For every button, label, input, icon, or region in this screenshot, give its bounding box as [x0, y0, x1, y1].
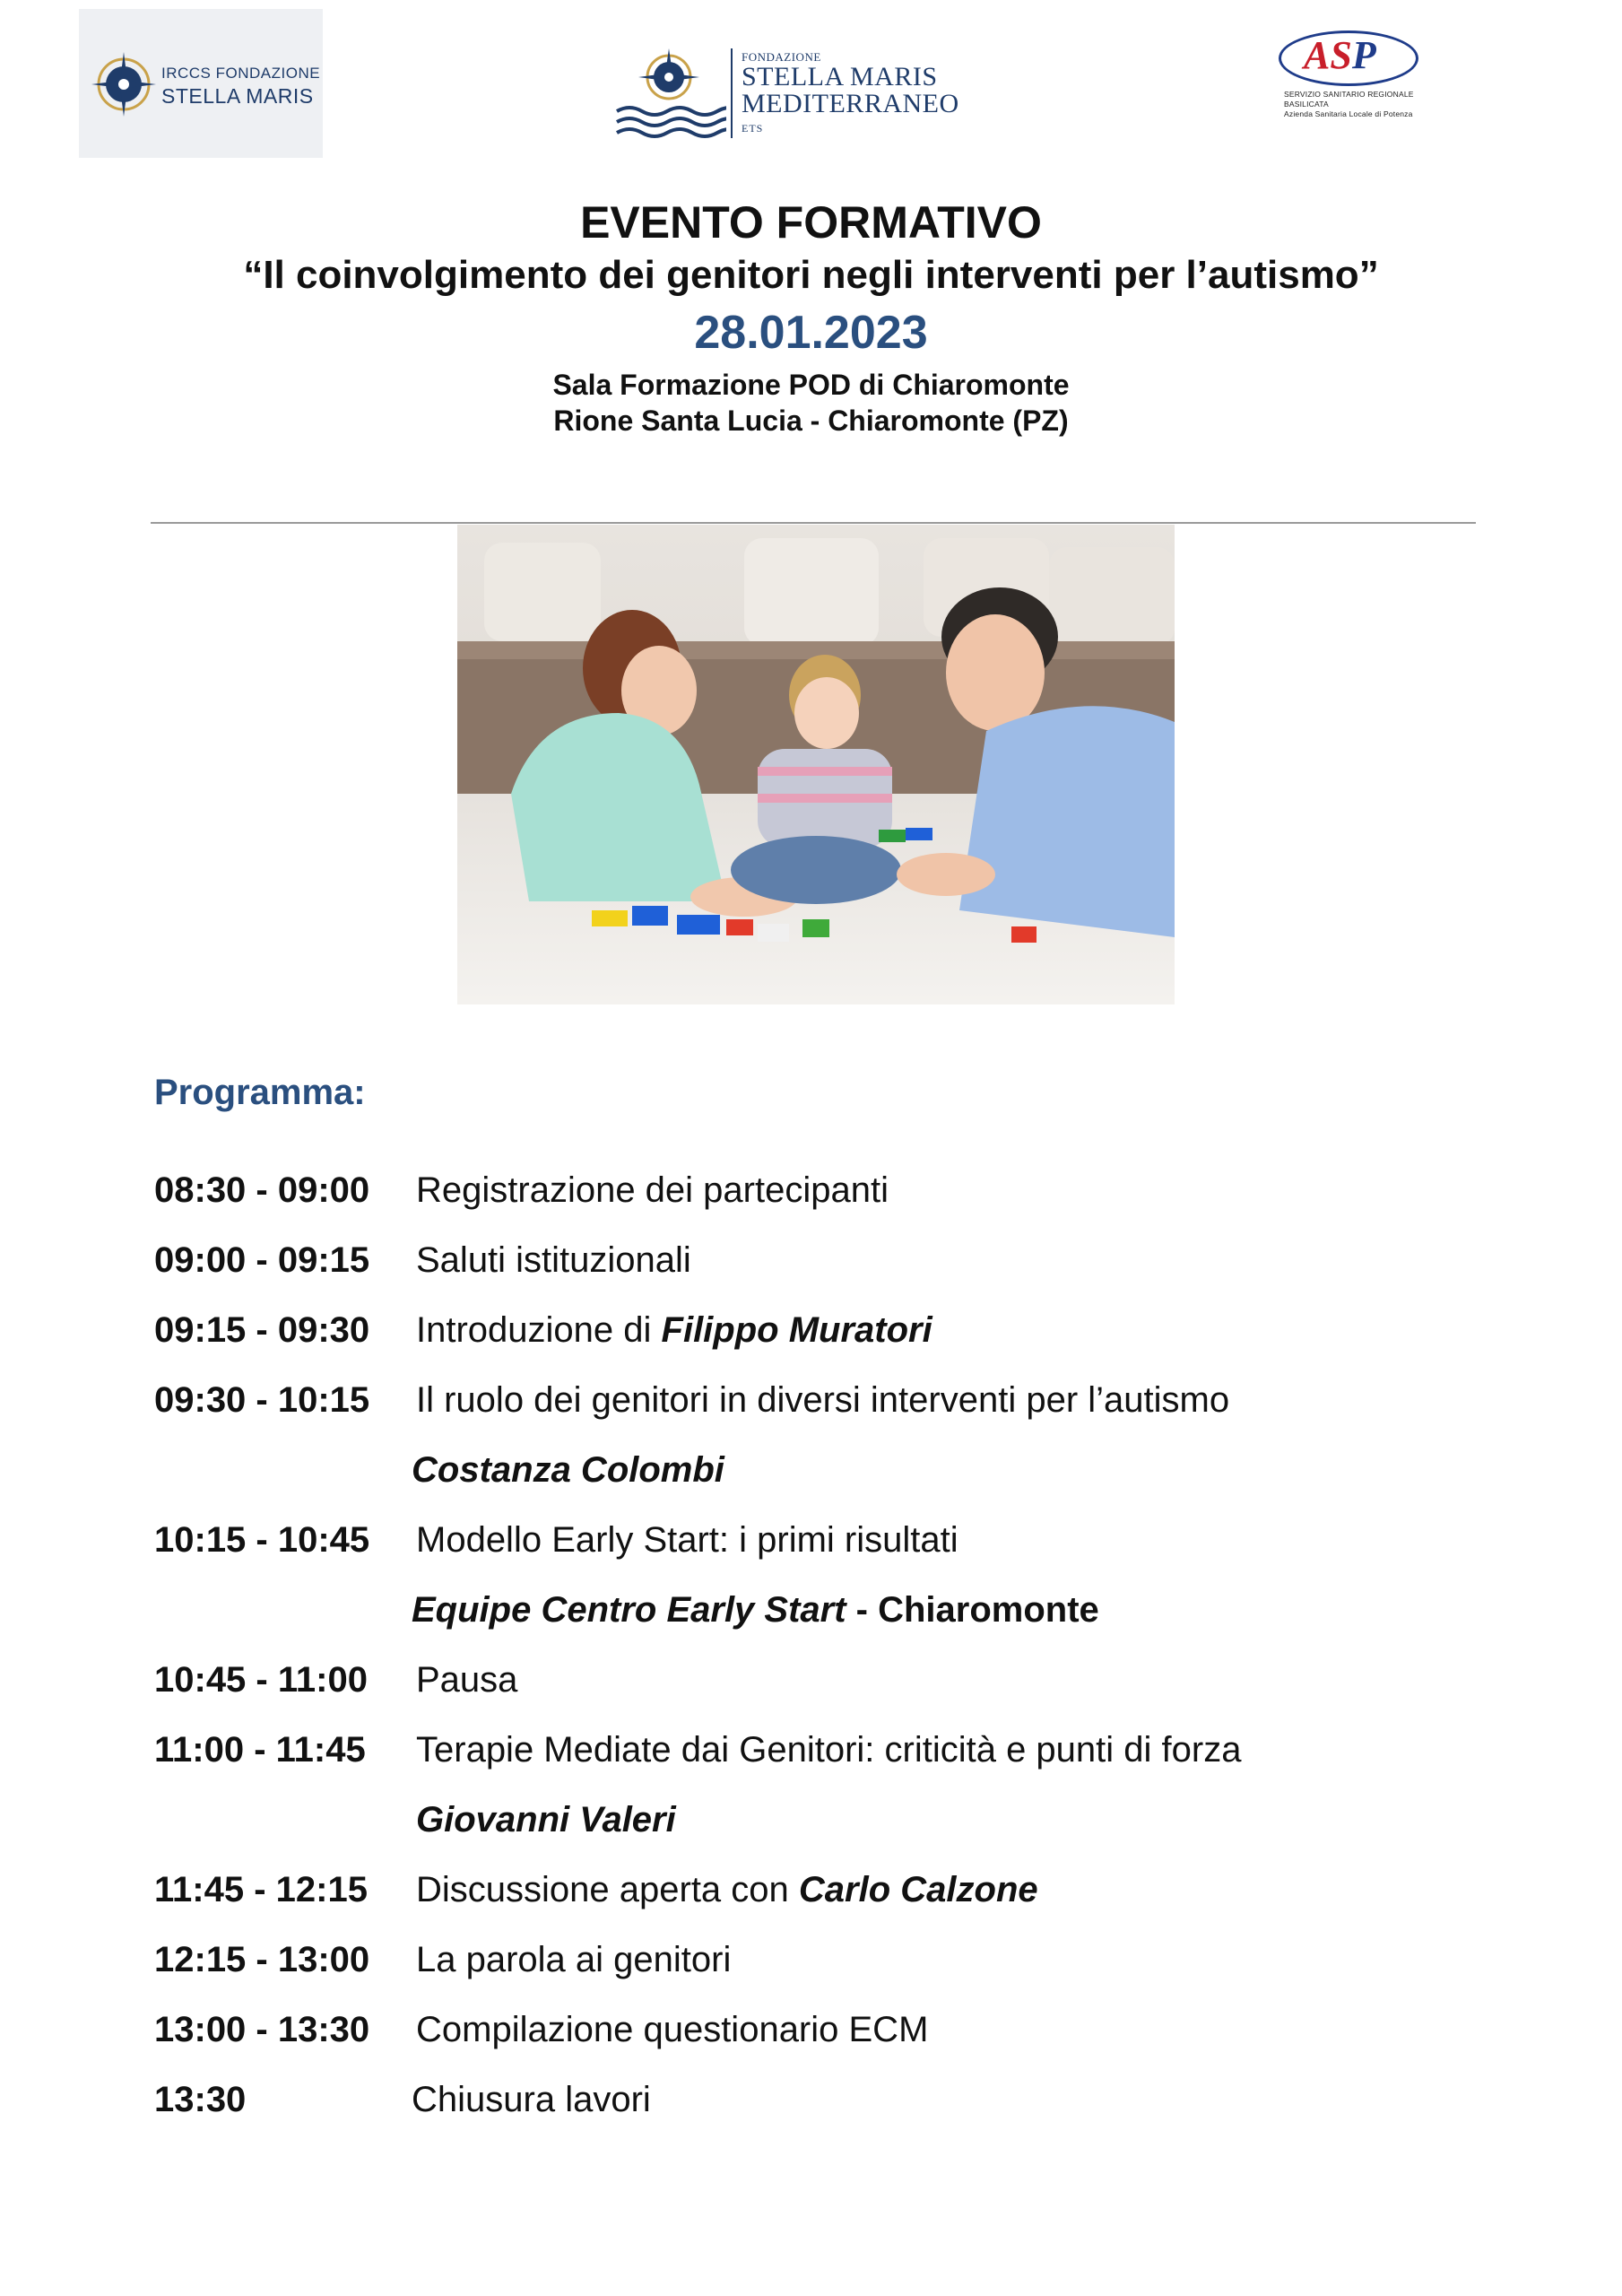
- program-activity: Introduzione di Filippo Muratori: [416, 1310, 932, 1350]
- program-activity: Chiusura lavori: [412, 2080, 651, 2119]
- program-time: 13:00 - 13:30: [154, 2010, 370, 2049]
- logo-text-line: MEDITERRANEO: [742, 89, 959, 118]
- event-title: “Il coinvolgimento dei genitori negli interventi per l’autismo”: [243, 253, 1379, 297]
- logo-text-line: BASILICATA: [1284, 100, 1329, 109]
- speaker-name: Equipe Centro Early Start: [412, 1590, 846, 1630]
- program-heading: Programma:: [154, 1073, 366, 1112]
- logo-text-line: FONDAZIONE: [742, 50, 821, 64]
- program-time: 09:00 - 09:15: [154, 1240, 370, 1280]
- irccs-stella-maris-logo: [79, 9, 323, 158]
- program-time: 12:15 - 13:00: [154, 1940, 370, 1979]
- program-activity: Modello Early Start: i primi risultati: [416, 1520, 958, 1560]
- program-activity: Registrazione dei partecipanti: [416, 1170, 889, 1210]
- program-activity: Compilazione questionario ECM: [416, 2010, 929, 2049]
- logo-text-line: STELLA MARIS: [742, 62, 938, 91]
- program-activity: Pausa: [416, 1660, 518, 1700]
- speaker-name: Carlo Calzone: [798, 1870, 1038, 1909]
- compass-waves-icon: [612, 45, 726, 144]
- speaker-name: Costanza Colombi: [412, 1450, 724, 1490]
- program-time: 11:45 - 12:15: [154, 1870, 368, 1909]
- asp-wordmark: ASP: [1304, 33, 1376, 77]
- fondazione-stella-maris-mediterraneo-logo: [612, 45, 970, 144]
- logo-separator: [731, 48, 733, 138]
- logo-text-line: STELLA MARIS: [161, 84, 314, 108]
- family-playing-photo: [457, 525, 1175, 1004]
- program-time: 09:30 - 10:15: [154, 1380, 370, 1420]
- program-time: 13:30: [154, 2080, 247, 2119]
- event-address: Rione Santa Lucia - Chiaromonte (PZ): [553, 404, 1069, 437]
- program-time: 10:15 - 10:45: [154, 1520, 370, 1560]
- program-activity: Saluti istituzionali: [416, 1240, 691, 1280]
- event-date: 28.01.2023: [694, 307, 928, 359]
- header-divider: [151, 522, 1476, 524]
- event-label: EVENTO FORMATIVO: [580, 197, 1042, 248]
- program-activity: Discussione aperta con Carlo Calzone: [416, 1870, 1038, 1909]
- compass-rose-icon: [86, 47, 161, 122]
- speaker-name: Filippo Muratori: [661, 1310, 932, 1350]
- event-venue: Sala Formazione POD di Chiaromonte: [552, 369, 1070, 401]
- program-activity: La parola ai genitori: [416, 1940, 732, 1979]
- program-time: 10:45 - 11:00: [154, 1660, 368, 1700]
- logo-text-line: Azienda Sanitaria Locale di Potenza: [1284, 109, 1413, 118]
- logo-text-line: IRCCS FONDAZIONE: [161, 65, 321, 82]
- asp-basilicata-logo: [1277, 27, 1443, 135]
- logo-text-line: ETS: [742, 122, 764, 135]
- logo-text-line: SERVIZIO SANITARIO REGIONALE: [1284, 90, 1414, 99]
- program-time: 08:30 - 09:00: [154, 1170, 370, 1210]
- program-activity: Terapie Mediate dai Genitori: criticità e punti di forza: [416, 1730, 1242, 1770]
- program-time: 11:00 - 11:45: [154, 1730, 366, 1770]
- program-time: 09:15 - 09:30: [154, 1310, 370, 1350]
- program-activity: [412, 1587, 1099, 1632]
- program-activity: Il ruolo dei genitori in diversi interventi per l’autismo: [416, 1380, 1230, 1420]
- speaker-name: Giovanni Valeri: [416, 1800, 676, 1839]
- speaker-location: - Chiaromonte: [846, 1590, 1099, 1630]
